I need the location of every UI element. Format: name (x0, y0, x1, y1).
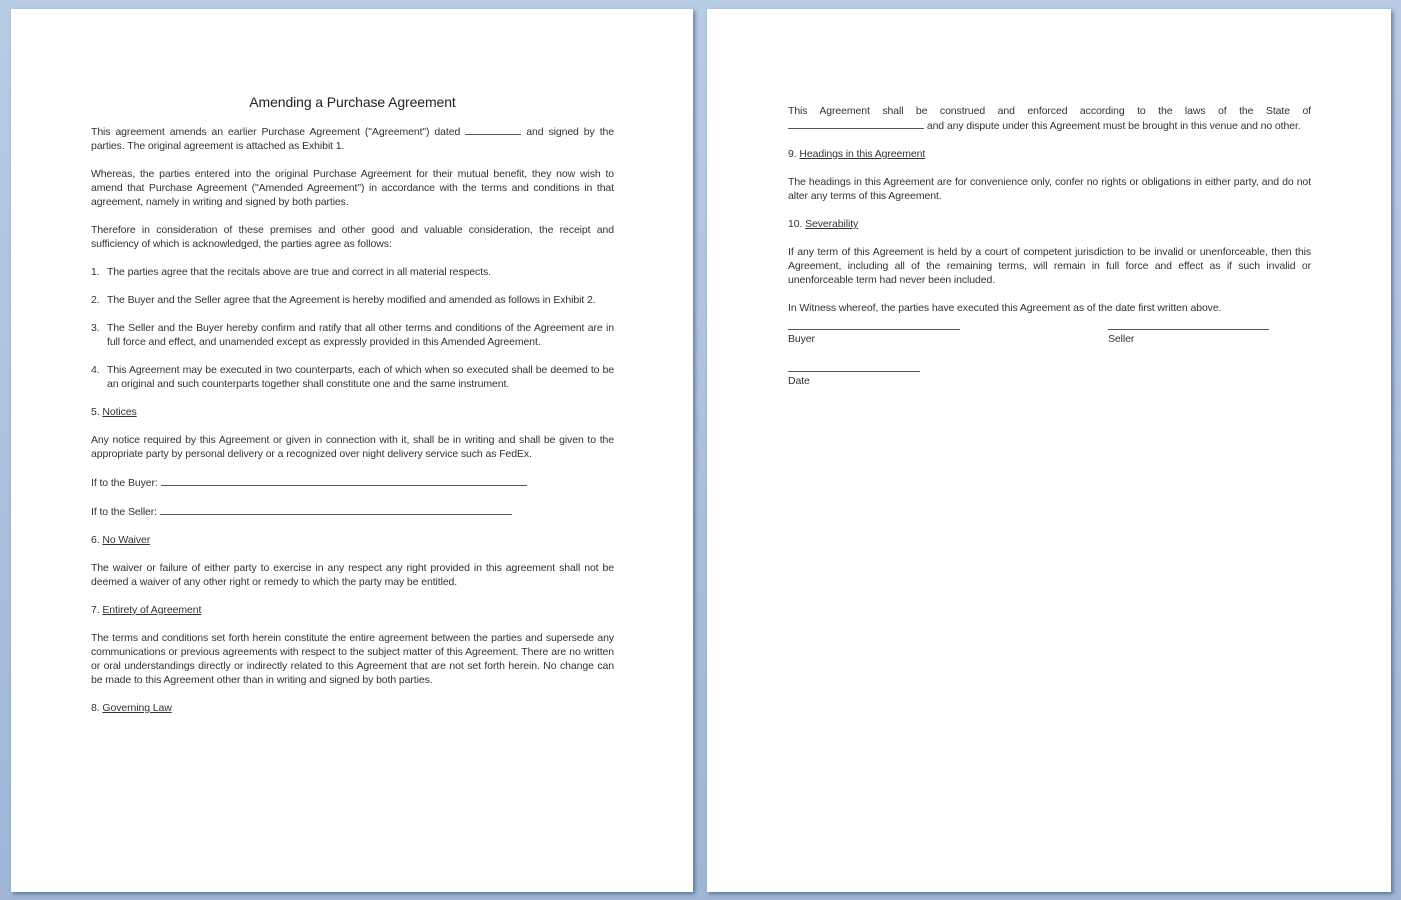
item-number: 2. (91, 294, 100, 306)
seller-signature (1108, 329, 1269, 346)
section-label: Governing Law (102, 702, 172, 714)
section-heading-headings (788, 147, 1311, 161)
item-text: The Buyer and the Seller agree that the Agreement is hereby modified and amended as follows in Exhibit 2. (107, 294, 596, 306)
section-heading-severability (788, 217, 1311, 231)
witness-paragraph: In Witness whereof, the parties have executed this Agreement as of the date first written above. (788, 302, 1222, 314)
section-heading-no-waiver (91, 533, 614, 547)
section-number: 6. (91, 534, 100, 546)
list-item (91, 293, 614, 307)
item-text: The Seller and the Buyer hereby confirm and ratify that all other terms and conditions of the Agreement are in full force and effect, and unamended except as expressly provided in this Amended Agreement. (107, 322, 614, 348)
section-label: No Waiver (102, 534, 151, 546)
item-number: 1. (91, 266, 100, 278)
list-item (91, 321, 614, 349)
whereas-paragraph: Whereas, the parties entered into the original Purchase Agreement for their mutual benefit, they now wish to amend that Purchase Agreement ("Amended Agreement") in accordance with the terms and conditions in that agreement, namely in writing and signed by both parties. (91, 168, 614, 208)
buyer-signature-line (788, 329, 960, 330)
section-label: Notices (102, 406, 137, 418)
buyer-address-line (91, 475, 614, 490)
seller-signature-line (1108, 329, 1269, 330)
section-heading-governing-law (91, 701, 614, 715)
seller-address-blank (160, 504, 512, 515)
intro-paragraph (91, 124, 614, 153)
section-heading-notices (91, 405, 614, 419)
list-item (91, 265, 614, 279)
buyer-signature-label: Buyer (788, 333, 815, 345)
document-page-1 (11, 9, 693, 892)
therefore-paragraph: Therefore in consideration of these premises and other good and valuable consideration, the receipt and sufficiency of which is acknowledged, the parties agree as follows: (91, 224, 614, 250)
section-label: Headings in this Agreement (799, 148, 926, 160)
governing-text-a: This Agreement shall be construed and enforced according to the laws of the State of (788, 105, 1311, 117)
section-number: 7. (91, 604, 100, 616)
item-number: 3. (91, 322, 100, 334)
governing-text-b: and any dispute under this Agreement must be brought in this venue and no other. (926, 120, 1301, 132)
no-waiver-paragraph: The waiver or failure of either party to exercise in any respect any right provided in this agreement shall not be deemed a waiver of any other right or remedy to which the party may be entitled. (91, 562, 614, 588)
buyer-address-label: If to the Buyer: (91, 477, 158, 489)
notices-paragraph: Any notice required by this Agreement or given in connection with it, shall be in writing and shall be given to the appropriate party by personal delivery or a recognized over night delivery service such as FedEx. (91, 434, 614, 460)
date-blank (465, 124, 521, 135)
severability-paragraph: If any term of this Agreement is held by a court of competent jurisdiction to be invalid or unenforceable, then this Agreement, including all of the remaining terms, will remain in full force and effect as if such invalid or unenforceable term had never been included. (788, 246, 1311, 286)
state-blank (788, 118, 924, 129)
item-text: The parties agree that the recitals above are true and correct in all material respects. (107, 266, 491, 278)
date-signature-line (788, 371, 920, 372)
signature-row (788, 329, 1311, 371)
item-number: 4. (91, 364, 100, 376)
list-item (91, 363, 614, 391)
section-label: Severability (805, 218, 859, 230)
date-signature (788, 371, 920, 388)
governing-law-paragraph (788, 104, 1311, 133)
section-number: 5. (91, 406, 100, 418)
section-number: 8. (91, 702, 100, 714)
buyer-signature (788, 329, 960, 346)
seller-address-label: If to the Seller: (91, 506, 158, 518)
section-heading-entirety (91, 603, 614, 617)
intro-text-b: and signed by the parties. The original agreement is attached as Exhibit 1. (91, 126, 614, 152)
headings-paragraph: The headings in this Agreement are for convenience only, confer no rights or obligations in either party, and do not alter any terms of this Agreement. (788, 176, 1311, 202)
date-row (788, 371, 1311, 413)
document-title: Amending a Purchase Agreement (249, 94, 456, 110)
item-text: This Agreement may be executed in two counterparts, each of which when so executed shall be deemed to be an original and such counterparts together shall constitute one and the same instrument. (107, 364, 614, 390)
section-number: 9. (788, 148, 797, 160)
entirety-paragraph: The terms and conditions set forth herein constitute the entire agreement between the parties and supersede any communications or previous agreements with respect to the subject matter of this Agreement. There are no written or oral understandings directly or indirectly related to this Agreement that are not set forth herein. No change can be made to this Agreement other than in writing and signed by both parties. (91, 632, 614, 686)
document-page-2 (707, 9, 1391, 892)
seller-signature-label: Seller (1108, 333, 1135, 345)
seller-address-line (91, 504, 614, 519)
date-signature-label: Date (788, 375, 810, 387)
section-label: Entirety of Agreement (102, 604, 202, 616)
intro-text-a: This agreement amends an earlier Purchase Agreement ("Agreement") dated (91, 126, 461, 138)
buyer-address-blank (161, 475, 527, 486)
section-number: 10. (788, 218, 803, 230)
